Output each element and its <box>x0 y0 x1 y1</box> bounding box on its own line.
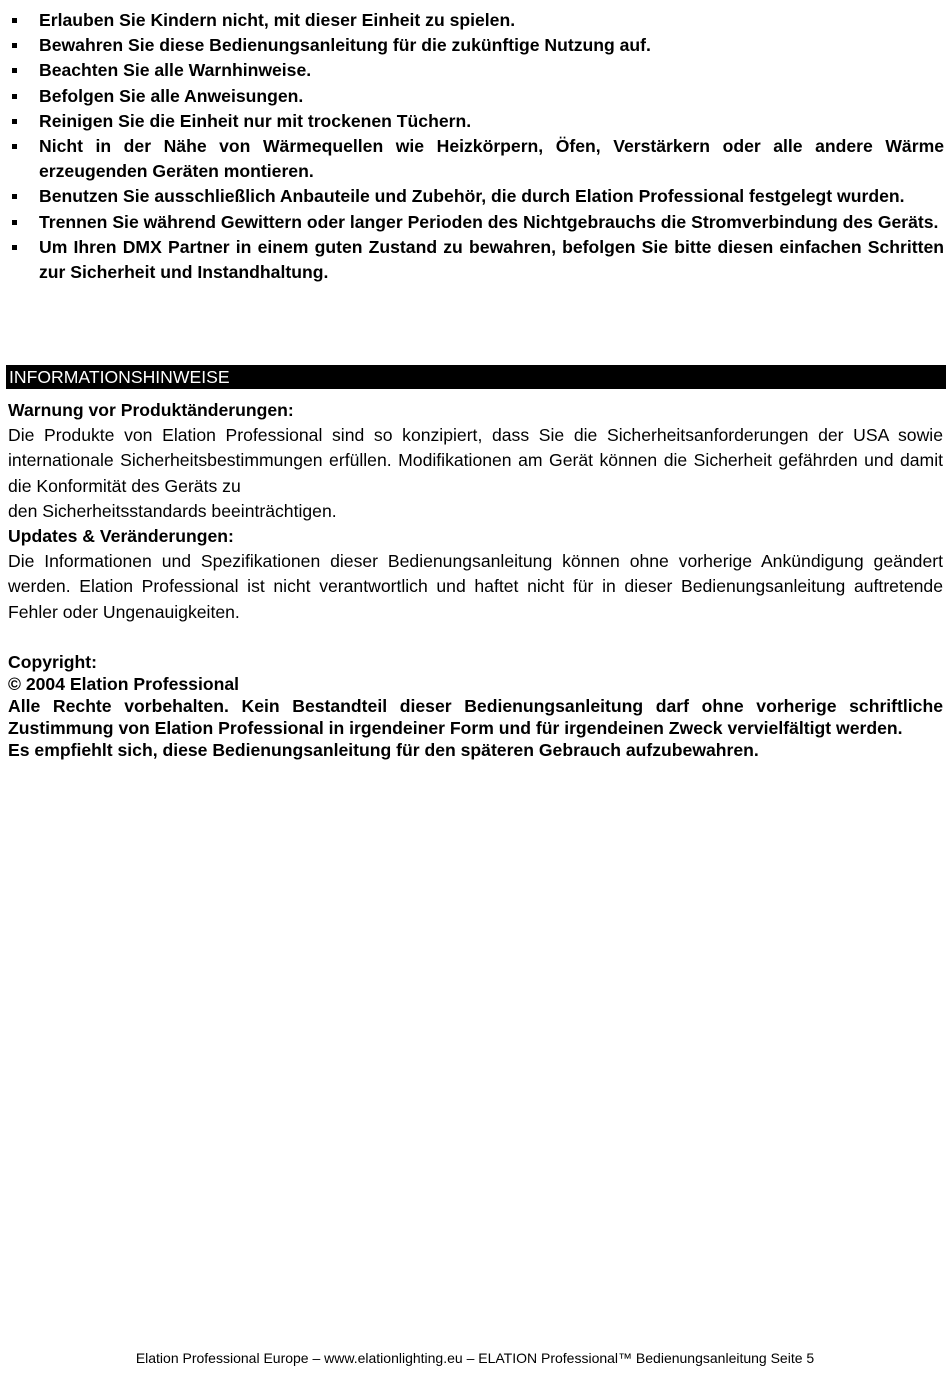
copyright-recommendation: Es empfiehlt sich, diese Bedienungsanleitung für den späteren Gebrauch aufzubewahren. <box>8 740 759 760</box>
updates-heading: Updates & Veränderungen: <box>8 526 234 547</box>
copyright-line: © 2004 Elation Professional <box>8 674 240 694</box>
copyright-section <box>8 651 943 761</box>
bullet-text: Nicht in der Nähe von Wärmequellen wie Heizkörpern, Öfen, Verstärkern oder alle andere Wärme erzeugenden Geräten montieren. <box>39 136 944 182</box>
bullet-square-icon <box>12 144 17 149</box>
updates-paragraph: Die Informationen und Spezifikationen dieser Bedienungsanleitung können ohne vorherige Ankündigung geändert werden. Elation Professional ist nicht verantwortlich und haftet nicht für in dieser Bedienungsanleitung auftretende Fehler oder Ungenauigkeiten. <box>8 551 943 622</box>
information-section <box>8 398 943 625</box>
bullet-item <box>8 210 944 235</box>
bullet-item <box>8 109 944 134</box>
warning-paragraph: Die Produkte von Elation Professional sind so konzipiert, dass Sie die Sicherheitsanforderungen der USA sowie internationale Sicherheitsbestimmungen erfüllen. Modifikationen am Gerät können die Sicherheit gefährden und damit die Konformität des Geräts zu <box>8 425 943 496</box>
bullet-item <box>8 58 944 83</box>
bullet-text: Trennen Sie während Gewittern oder langer Perioden des Nichtgebrauchs die Stromverbindung des Geräts. <box>39 211 939 232</box>
bullet-square-icon <box>12 220 17 225</box>
bullet-item <box>8 235 944 285</box>
copyright-heading: Copyright: <box>8 652 97 672</box>
section-header-bar <box>6 365 946 389</box>
page-footer: Elation Professional Europe – www.elationlighting.eu – ELATION Professional™ Bedienungsanleitung Seite 5 <box>135 1350 815 1366</box>
bullet-item <box>8 84 944 109</box>
bullet-text: Erlauben Sie Kindern nicht, mit dieser Einheit zu spielen. <box>39 10 516 30</box>
warning-heading: Warnung vor Produktänderungen: <box>8 400 294 420</box>
bullet-square-icon <box>12 68 17 73</box>
bullet-text: Beachten Sie alle Warnhinweise. <box>39 60 312 81</box>
bullet-square-icon <box>12 245 17 250</box>
warning-paragraph-continued: den Sicherheitsstandards beeinträchtigen. <box>8 500 337 521</box>
bullet-square-icon <box>12 94 17 99</box>
bullet-text: Befolgen Sie alle Anweisungen. <box>39 85 304 106</box>
bullet-item <box>8 134 944 184</box>
bullet-item <box>8 184 944 209</box>
bullet-text: Benutzen Sie ausschließlich Anbauteile und Zubehör, die durch Elation Professional festgelegt wurden. <box>39 186 905 207</box>
bullet-square-icon <box>12 18 17 23</box>
bullet-square-icon <box>12 43 17 48</box>
copyright-rights: Alle Rechte vorbehalten. Kein Bestandteil dieser Bedienungsanleitung darf ohne vorherige schriftliche Zustimmung von Elation Professional in irgendeiner Form und für irgendeinen Zweck vervielfältigt werden. <box>8 696 943 738</box>
bullet-text: Reinigen Sie die Einheit nur mit trockenen Tüchern. <box>39 110 472 131</box>
safety-bullet-list <box>8 8 944 285</box>
bullet-item <box>8 33 944 58</box>
bullet-square-icon <box>12 119 17 124</box>
bullet-item <box>8 8 944 33</box>
section-title: INFORMATIONSHINWEISE <box>9 367 230 387</box>
bullet-text: Um Ihren DMX Partner in einem guten Zustand zu bewahren, befolgen Sie bitte diesen einfachen Schritten zur Sicherheit und Instandhaltung. <box>39 236 944 283</box>
bullet-text: Bewahren Sie diese Bedienungsanleitung für die zukünftige Nutzung auf. <box>39 35 651 56</box>
bullet-square-icon <box>12 194 17 199</box>
